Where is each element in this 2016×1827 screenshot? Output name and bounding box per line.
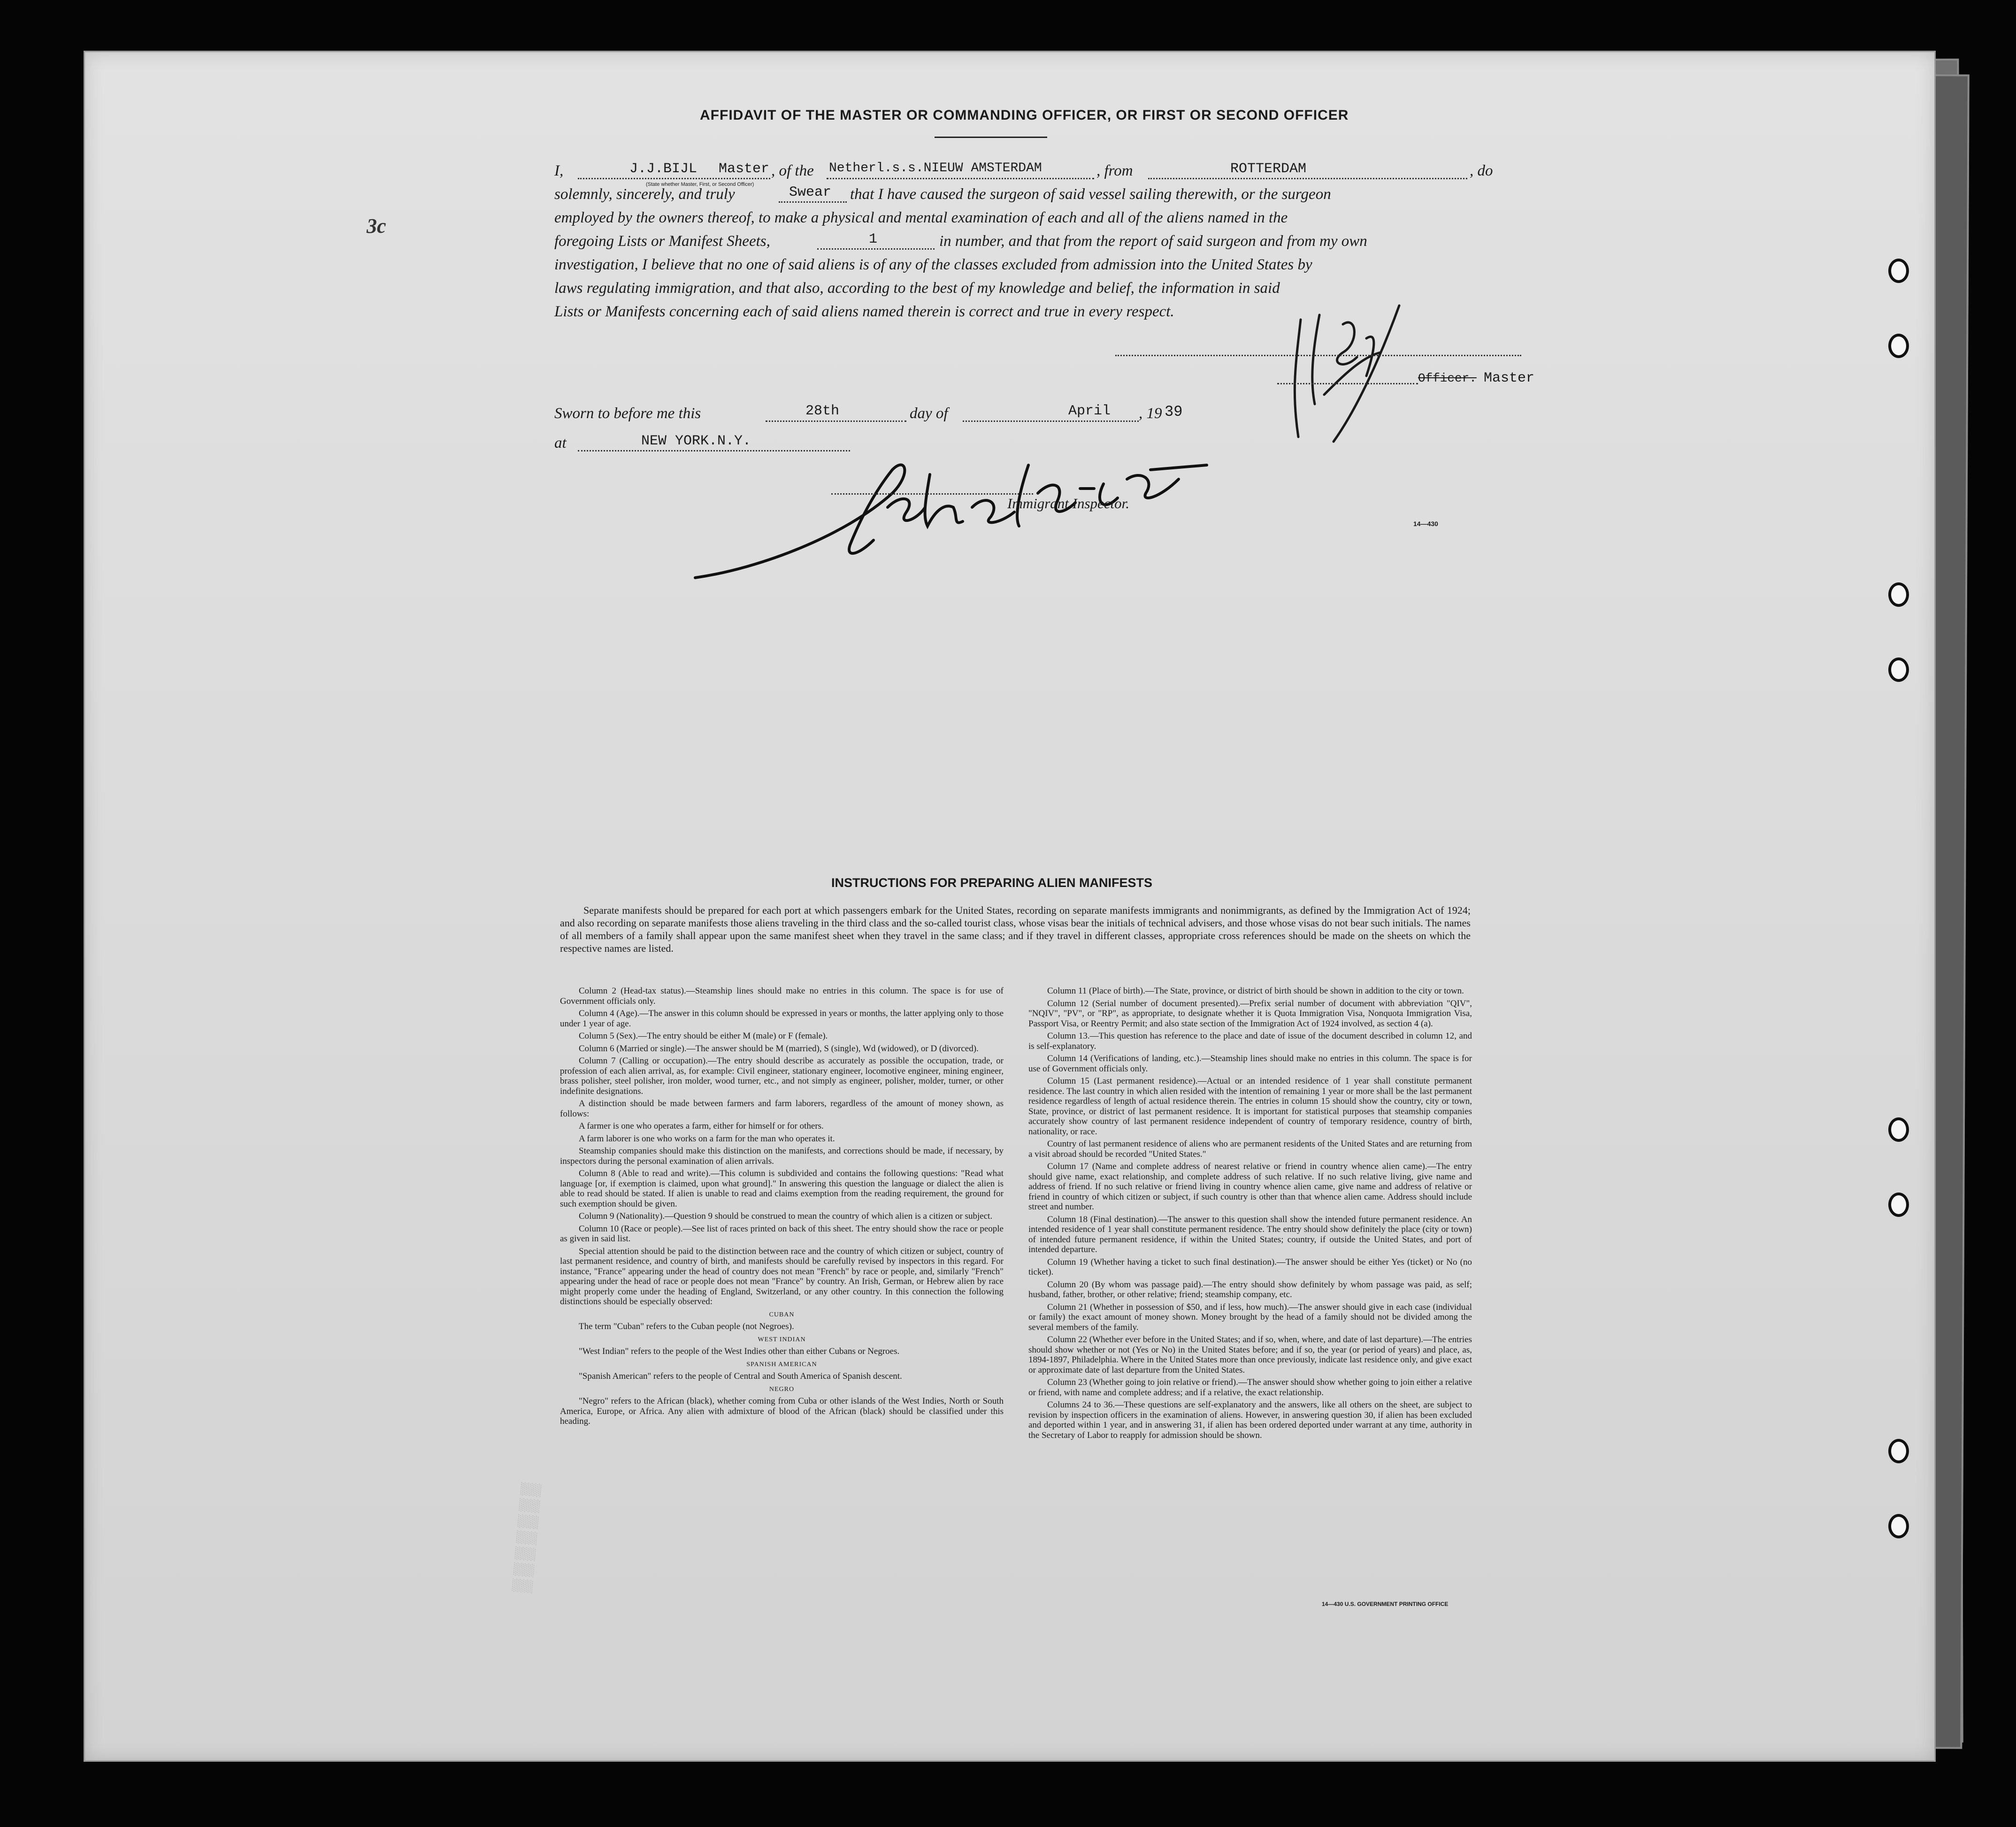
instruction-paragraph: Column 15 (Last permanent residence).—Actual or an intended residence of 1 year shall constitute permanent residence. The last country in which alien resided with the intention of remaining 1 year or more shall be the last permanent residence regardless of length of actual residence therein. The entries in column 15 should show the country, city or town, State, province, or district of last permanent residence. It is important for statistical purposes that steamship companies accurately show country of last permanent residence independent of country of temporary residence, country of birth, nationality, or race. xyxy=(1028,1076,1472,1137)
sworn-year: 39 xyxy=(1165,403,1183,420)
instruction-paragraph: Column 11 (Place of birth).—The State, province, or district of birth should be shown in addition to the city or town. xyxy=(1047,986,1464,996)
printing-office-footer: 14—430 U.S. GOVERNMENT PRINTING OFFICE xyxy=(1322,1601,1449,1607)
at-label: at xyxy=(554,435,567,451)
form-number: 14—430 xyxy=(1413,520,1438,527)
oath-blank xyxy=(779,201,847,203)
of-the-label: , of the xyxy=(771,162,814,179)
rank-value: Master xyxy=(719,161,770,177)
day-blank xyxy=(766,420,906,422)
binder-hole xyxy=(1888,259,1909,283)
port-of-departure: ROTTERDAM xyxy=(1230,161,1307,177)
year-prefix: , 19 xyxy=(1139,405,1162,422)
signature-line xyxy=(1115,355,1521,356)
race-heading: CUBAN xyxy=(769,1311,795,1318)
instruction-paragraph: Column 14 (Verifications of landing, etc.).—Steamship lines should make no entries in this column. The space is for use of Government officials only. xyxy=(1028,1054,1472,1074)
from-label: , from xyxy=(1096,162,1133,179)
faint-stamp-icon: ▒▒▒▒▒▒▒ xyxy=(511,1479,542,1594)
affidavit-i: I, xyxy=(554,162,564,179)
affidavit-line-5: investigation, I believe that no one of said aliens is of any of the classes excluded from admission into the United States by xyxy=(554,256,1312,273)
instruction-paragraph: Special attention should be paid to the distinction between race and the country of which citizen or subject, country of last permanent residence, and country of birth, and manifests should be carefully revised by inspectors in this regard. For instance, "France" appearing under the head of country does not mean "French" by race or people, and, similarly "French" appearing under the head of race or people does not mean "France" by country. An Irish, German, or Hebrew alien by race might properly come under the heading of England, Switzerland, or any other country. In this connection the following distinctions should be especially observed: xyxy=(560,1246,1004,1307)
instruction-paragraph: Column 13.—This question has reference to the place and date of issue of the document described in column 12, and is self-explanatory. xyxy=(1028,1031,1472,1051)
oath-word: Swear xyxy=(789,184,832,200)
vessel-blank xyxy=(827,178,1094,179)
officer-struck: Officer. xyxy=(1418,371,1477,385)
instruction-paragraph: Column 21 (Whether in possession of $50, and if less, how much).—The answer should give in each case (individual or family) the exact amount of money shown. Money brought by the head of a family should not be divided among the several members of the family. xyxy=(1028,1302,1472,1332)
sworn-place: NEW YORK.N.Y. xyxy=(641,433,751,449)
instruction-paragraph: Column 8 (Able to read and write).—This column is subdivided and contains the following questions: "Read what language [or, if exemption is claimed, upon what ground]." In answering this question the language or dialect the alien is able to read should be stated. If alien is unable to read and claims exemption from the reading requirement, the ground for such exemption should be given. xyxy=(560,1169,1004,1209)
instruction-paragraph: A distinction should be made between farmers and farm laborers, regardless of the amount of money shown, as follows: xyxy=(560,1099,1004,1119)
instruction-paragraph: Column 18 (Final destination).—The answer to this question shall show the intended future permanent residence. An intended residence of 1 year shall constitute permanent residence. The entry should show definitely the place (city or town) of intended future permanent residence, if within the United States; country, if outside the United States, and port of intended departure. xyxy=(1028,1214,1472,1254)
rank-caption: (State whether Master, First, or Second Officer) xyxy=(646,182,754,187)
instruction-paragraph: Column 4 (Age).—The answer in this column should be expressed in years or months, the latter applying only to those under 1 year of age. xyxy=(560,1009,1004,1029)
instruction-paragraph: Column 23 (Whether going to join relative or friend).—The answer should show whether going to join either a relative or friend, with name and complete address; and if a relative, the exact relationship. xyxy=(1028,1377,1472,1398)
instruction-paragraph: Column 10 (Race or people).—See list of races printed on back of this sheet. The entry should show the race or people as given in said list. xyxy=(560,1223,1004,1244)
affidavit-line-4-end: in number, and that from the report of said surgeon and from my own xyxy=(939,233,1367,250)
instruction-paragraph: Columns 24 to 36.—These questions are self-explanatory and the answers, like all others on the sheet, are subject to revision by inspection officers in the examination of aliens. However, in answering question 30, if alien has been excluded and deported within 1 year, and in answering 31, if alien has been ordered deported under warrant at any time, authority in the Secretary of Labor to reapply for admission should be shown. xyxy=(1028,1400,1472,1440)
binder-hole xyxy=(1888,582,1909,607)
month-blank xyxy=(963,420,1139,422)
officer-title: Master xyxy=(1484,370,1535,386)
manifest-page xyxy=(84,51,1936,1762)
affidavit-line-7: Lists or Manifests concerning each of said aliens named therein is correct and true in every respect. xyxy=(554,303,1174,320)
intro-paragraph: Separate manifests should be prepared for each port at which passengers embark for the United States, recording on separate manifests immigrants and nonimmigrants, as defined by the Immigration Act of 1924; and also recording on separate manifests those aliens traveling in the third class and the so-called tourist class, whose visas bear the initials of technical advisers, and those whose visas do not bear such initials. The names of all members of a family shall appear upon the same manifest sheet when they travel in the same class; and if they travel in different classes, appropriate cross references should be made on the sheets on which the respective names are listed. xyxy=(560,904,1471,954)
sheets-blank xyxy=(817,248,935,250)
affidavit-line-4-start: foregoing Lists or Manifest Sheets, xyxy=(554,233,770,250)
vessel-name: Netherl.s.s.NIEUW AMSTERDAM xyxy=(829,161,1042,176)
instruction-paragraph: Column 22 (Whether ever before in the United States; and if so, when, where, and date of last departure).—The entries should show whether or not (Yes or No) in the United States before; and if so, the year (or period of years) and place, as, 1894-1897, Philadelphia. Where in the United States more than once previously, indicate last residence only, and give exact or approximate date of last departure from the United States. xyxy=(1028,1335,1472,1375)
race-heading: NEGRO xyxy=(769,1385,795,1393)
instruction-paragraph: Column 2 (Head-tax status).—Steamship lines should make no entries in this column. The space is for use of Government officials only. xyxy=(560,986,1004,1006)
binder-hole xyxy=(1888,1439,1909,1463)
instruction-paragraph: Column 9 (Nationality).—Question 9 should be construed to mean the country of which alien is a citizen or subject. xyxy=(579,1211,993,1221)
name-blank xyxy=(578,178,770,179)
race-definition: "Negro" refers to the African (black), whether coming from Cuba or other islands of the West Indies, North or South America, Europe, or Africa. Any alien with admixture of blood of the African (black) should be classified under this heading. xyxy=(560,1396,1004,1426)
instruction-paragraph: Country of last permanent residence of aliens who are permanent residents of the United States and are returning from a visit abroad should be recorded "United States." xyxy=(1028,1139,1472,1159)
instructions-right-column xyxy=(1028,986,1472,1443)
race-definition: "Spanish American" refers to the people of Central and South America of Spanish descent. xyxy=(579,1371,902,1381)
officer-line xyxy=(1277,383,1418,384)
sheet-count: 1 xyxy=(869,231,878,247)
race-definition: The term "Cuban" refers to the Cuban people (not Negroes). xyxy=(579,1322,794,1331)
instruction-paragraph: Column 5 (Sex).—The entry should be either M (male) or F (female). xyxy=(579,1031,828,1041)
binder-hole xyxy=(1888,657,1909,682)
do-label: , do xyxy=(1470,162,1493,179)
instruction-paragraph: A farm laborer is one who works on a farm for the man who operates it. xyxy=(579,1133,835,1144)
instruction-paragraph: Column 6 (Married or single).—The answer should be M (married), S (single), Wd (widowed), or D (divorced). xyxy=(579,1043,979,1054)
instruction-paragraph: Column 20 (By whom was passage paid).—The entry should show definitely by whom passage was paid, as self; husband, father, brother, or other relative; friend; steamship company, etc. xyxy=(1028,1279,1472,1300)
affidavit-line-3: employed by the owners thereof, to make a physical and mental examination of each and all of the aliens named in the xyxy=(554,209,1288,226)
binder-hole xyxy=(1888,1514,1909,1538)
affidavit-line-2-start: solemnly, sincerely, and truly xyxy=(554,186,735,203)
instruction-paragraph: A farmer is one who operates a farm, either for himself or for others. xyxy=(579,1121,824,1131)
instruction-paragraph: Column 17 (Name and complete address of nearest relative or friend in country whence alien came).—The entry should give name, exact relationship, and complete address of such relative. If no such relative living, give name and address of friend. If no such relative or friend living in country whence alien came, give name and address of relative or friend in country of which citizen or subject, if such country is other than that whence alien came. Address should include street and number. xyxy=(1028,1162,1472,1212)
binder-hole xyxy=(1888,1193,1909,1217)
sworn-label: Sworn to before me this xyxy=(554,405,701,422)
master-name: J.J.BIJL xyxy=(629,161,698,177)
instructions-intro xyxy=(560,904,1471,955)
day-of-label: day of xyxy=(910,405,948,422)
inspector-signature xyxy=(690,437,1216,592)
title-rule xyxy=(935,137,1047,138)
instructions-title: INSTRUCTIONS FOR PREPARING ALIEN MANIFESTS xyxy=(831,876,1153,890)
binder-hole xyxy=(1888,1117,1909,1142)
instruction-paragraph: Steamship companies should make this distinction on the manifests, and corrections should be made, if necessary, by inspectors during the personal examination of alien arrivals. xyxy=(560,1146,1004,1166)
race-heading: WEST INDIAN xyxy=(758,1336,806,1343)
inspector-line xyxy=(831,493,1033,495)
sworn-month: April xyxy=(1068,403,1111,419)
instruction-paragraph: Column 7 (Calling or occupation).—The entry should describe as accurately as possible the occupation, trade, or profession of each alien arrival, as, for example: Civil engineer, stationary engineer, locomotive engineer, mining engineer, brass polisher, steel polisher, iron molder, wood turner, etc., and not simply as engineer, polisher, molder, turner, or other indefinite designations. xyxy=(560,1056,1004,1096)
master-signature xyxy=(1202,287,1446,456)
inspector-caption: Immigrant Inspector. xyxy=(1007,495,1130,512)
affidavit-title: AFFIDAVIT OF THE MASTER OR COMMANDING OFFICER, OR FIRST OR SECOND OFFICER xyxy=(700,107,1349,123)
instructions-left-column xyxy=(560,986,1004,1429)
affidavit-line-2-end: that I have caused the surgeon of said vessel sailing therewith, or the surgeon xyxy=(850,186,1331,203)
sworn-day: 28th xyxy=(805,403,840,419)
race-heading: SPANISH AMERICAN xyxy=(746,1361,817,1368)
binder-hole xyxy=(1888,334,1909,358)
instruction-paragraph: Column 12 (Serial number of document presented).—Prefix serial number of document with abbreviation "QIV", "NQIV", "PV", or "RP", as appropriate, to designate whether it is Quota Immigration Visa, Nonquota Immigration Visa, Passport Visa, or Reentry Permit; and also state section of the Immigration Act of 1924 involved, as section 4 (a). xyxy=(1028,998,1472,1029)
race-definition: "West Indian" refers to the people of the West Indies other than either Cubans or Negroes. xyxy=(579,1346,900,1356)
affidavit-line-6: laws regulating immigration, and that also, according to the best of my knowledge and belief, the information in said xyxy=(554,280,1280,297)
port-blank xyxy=(1148,178,1467,179)
instruction-paragraph: Column 19 (Whether having a ticket to such final destination).—The answer should be either Yes (ticket) or No (no ticket). xyxy=(1028,1257,1472,1277)
margin-mark: 3c xyxy=(367,214,386,237)
